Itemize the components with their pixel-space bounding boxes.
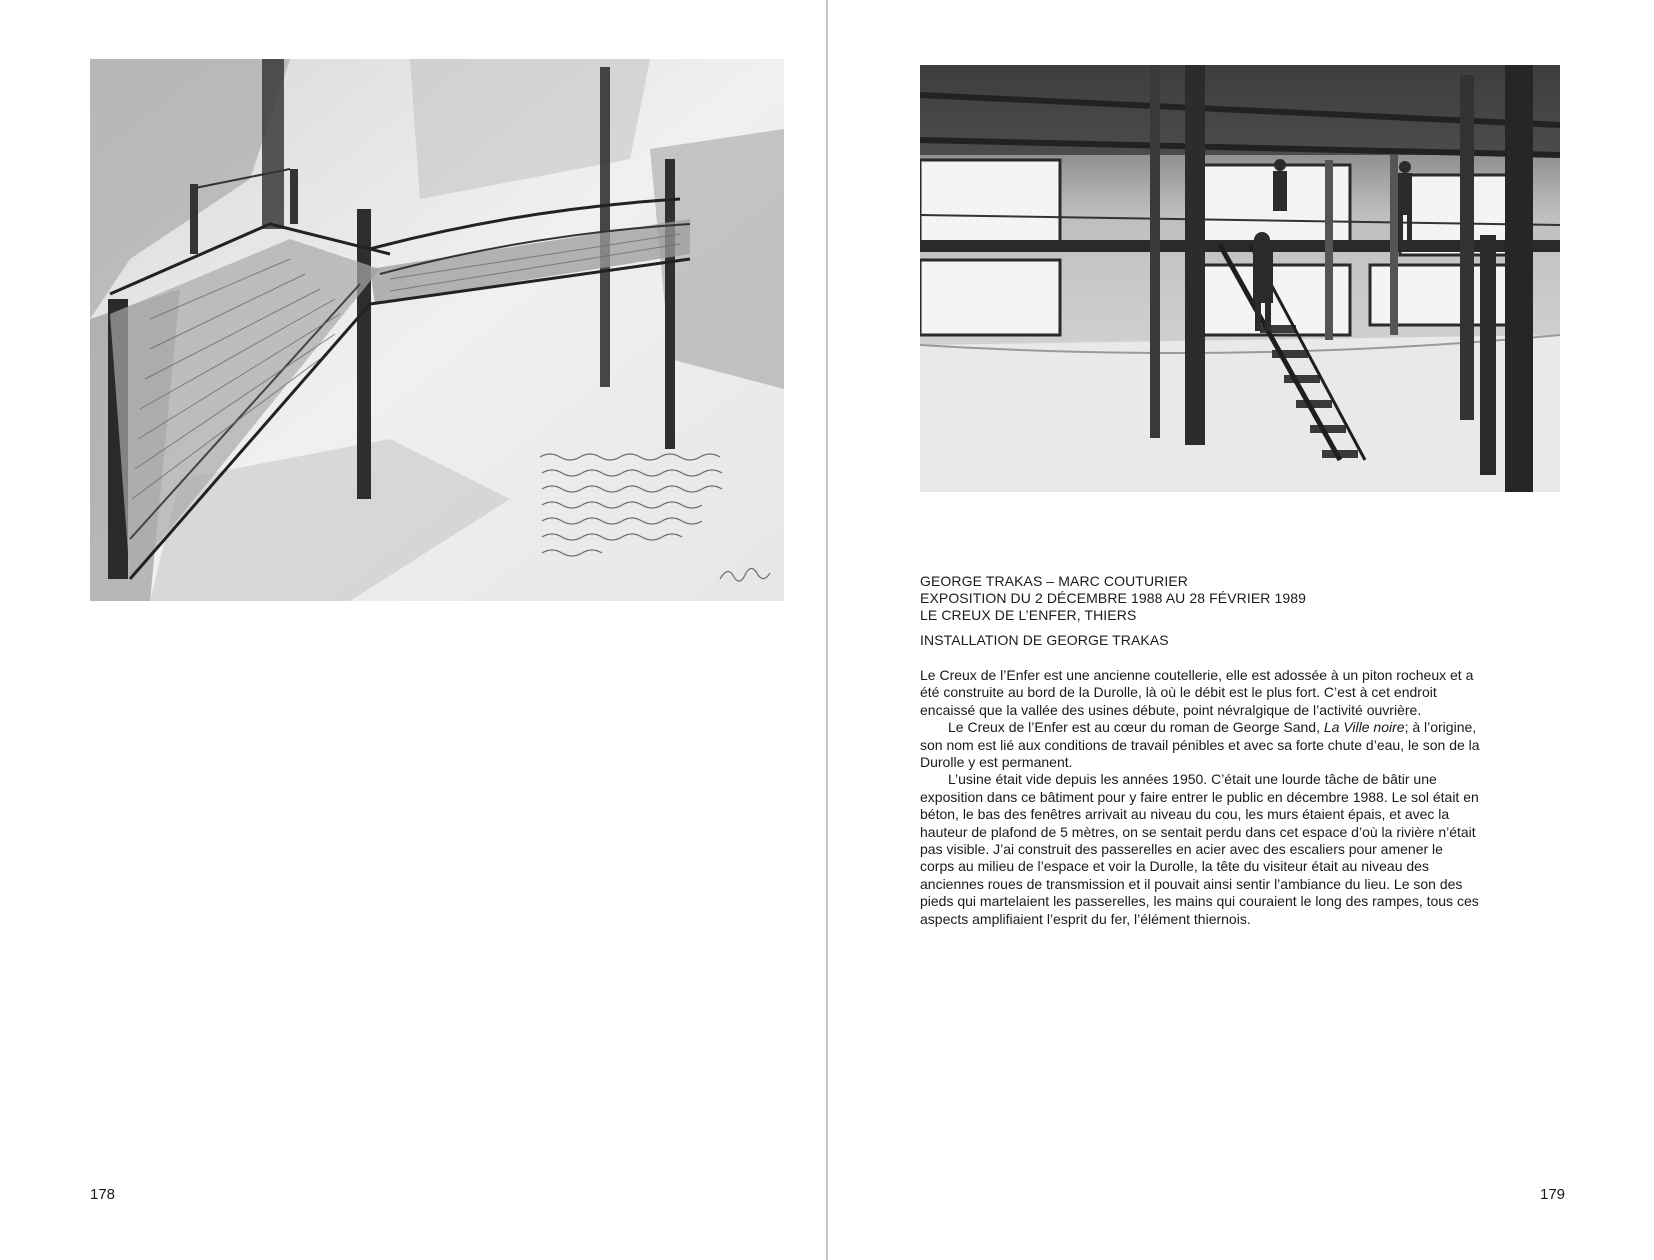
gallery-installation-photo (920, 65, 1560, 492)
book-title: La Ville noire (1323, 719, 1405, 736)
installation-photo-drawing (920, 65, 1560, 492)
paragraph-2 (920, 719, 1480, 771)
paragraph-2-start: Le Creux de l’Enfer est au cœur du roman de George Sand, (948, 719, 1324, 736)
caption-dates: EXPOSITION DU 2 DÉCEMBRE 1988 AU 28 FÉVRIER 1989 (920, 590, 1307, 606)
exhibition-caption (920, 573, 1560, 649)
page-number-left: 178 (90, 1186, 116, 1203)
right-page (828, 0, 1654, 1260)
body-text (920, 667, 1480, 928)
architectural-sketch-image (90, 59, 784, 601)
paragraph-2-end: ; à l’origine, son nom est lié aux conditions de travail pénibles et avec sa forte chute d’eau, le son de la Durolle y est permanent. (920, 719, 1480, 771)
paragraph-3: L’usine était vide depuis les années 1950. C’était une lourde tâche de bâtir une exposition dans ce bâtiment pour y faire entrer le public en décembre 1988. Le sol était en béton, le bas des fenêtres arrivait au niveau du cou, les murs étaient épais, et avec la hauteur de plafond de 5 mètres, on se sentait perdu dans cet espace d’où la rivière n’était pas visible. J’ai construit des passerelles en acier avec des escaliers pour amener le corps au milieu de l’espace et voir la Durolle, la tête du visiteur était au niveau des anciennes roues de transmission et il pouvait ainsi sentir l’ambiance du lieu. Le son des pieds qui martelaient les passerelles, les mains qui couraient le long des rampes, tous ces aspects amplifiaient l’esprit du fer, l’élément thiernois. (920, 771, 1479, 927)
caption-artists: GEORGE TRAKAS – MARC COUTURIER (920, 573, 1189, 589)
left-page (0, 0, 826, 1260)
caption-venue: LE CREUX DE L’ENFER, THIERS (920, 607, 1137, 623)
caption-installation: INSTALLATION DE GEORGE TRAKAS (920, 632, 1169, 648)
sketch-drawing (90, 59, 784, 601)
paragraph-1: Le Creux de l’Enfer est une ancienne coutellerie, elle est adossée à un piton rocheux et a été construite au bord de la Durolle, là où le débit est le plus fort. C’est à cet endroit encaissé que la vallée des usines débute, point névralgique de l’activité ouvrière. (920, 667, 1474, 718)
page-number-right: 179 (1540, 1186, 1566, 1203)
